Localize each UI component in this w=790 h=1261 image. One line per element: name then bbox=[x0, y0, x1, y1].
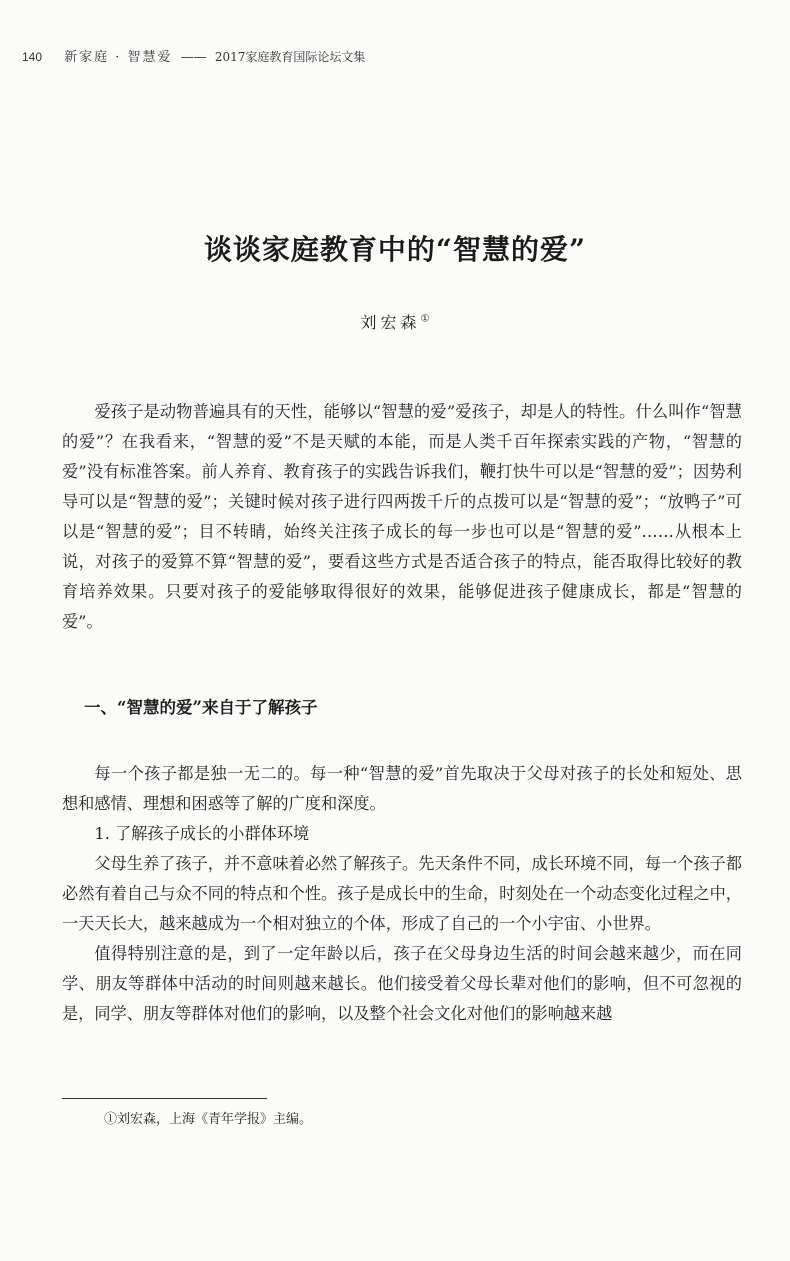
page-number: 140 bbox=[22, 50, 43, 64]
subsection-heading: 1. 了解孩子成长的小群体环境 bbox=[94, 824, 310, 843]
article-title: 谈谈家庭教育中的“智慧的爱” bbox=[203, 233, 587, 266]
author-line bbox=[0, 310, 790, 333]
series-title: 新家庭 · 智慧爱 bbox=[64, 50, 173, 65]
body-paragraph: 值得特别注意的是，到了一定年龄以后，孩子在父母身边生活的时间会越来越少，而在同学、朋友等群体中活动的时间则越来越长。他们接受着父母长辈对他们的影响，但不可忽视的是，同学、朋友等群体对他们的影响，以及整个社会文化对他们的影响越来越 bbox=[62, 944, 742, 1023]
section-body bbox=[62, 759, 742, 1029]
header-dash: —— bbox=[180, 50, 207, 65]
collection-title: 2017家庭教育国际论坛文集 bbox=[214, 50, 366, 64]
footnote-divider bbox=[62, 1098, 267, 1099]
footnote: ①刘宏森，上海《青年学报》主编。 bbox=[104, 1112, 313, 1127]
author-footnote-marker: ① bbox=[420, 313, 430, 325]
section-heading: 一、“智慧的爱”来自于了解孩子 bbox=[84, 698, 318, 717]
body-paragraph: 父母生养了孩子，并不意味着必然了解孩子。先天条件不同，成长环境不同，每一个孩子都必然有着自己与众不同的特点和个性。孩子是成长中的生命，时刻处在一个动态变化过程之中，一天天长大，越来越成为一个相对独立的个体，形成了自己的一个小宇宙、小世界。 bbox=[62, 854, 742, 933]
author-name: 刘宏森 bbox=[360, 313, 421, 332]
body-paragraph: 每一个孩子都是独一无二的。每一种“智慧的爱”首先取决于父母对孩子的长处和短处、思想和感情、理想和困惑等了解的广度和深度。 bbox=[62, 764, 742, 813]
intro-section bbox=[62, 397, 742, 637]
intro-paragraph: 爱孩子是动物普遍具有的天性，能够以“智慧的爱”爱孩子，却是人的特性。什么叫作“智慧的爱”？在我看来，“智慧的爱”不是天赋的本能，而是人类千百年探索实践的产物，“智慧的爱”没有标准答案。前人养育、教育孩子的实践告诉我们，鞭打快牛可以是“智慧的爱”；因势利导可以是“智慧的爱”；关键时候对孩子进行四两拨千斤的点拨可以是“智慧的爱”；“放鸭子”可以是“智慧的爱”；目不转睛，始终关注孩子成长的每一步也可以是“智慧的爱”……从根本上说，对孩子的爱算不算“智慧的爱”，要看这些方式是否适合孩子的特点，能否取得比较好的教育培养效果。只要对孩子的爱能够取得很好的效果，能够促进孩子健康成长，都是“智慧的爱”。 bbox=[62, 402, 742, 631]
running-header bbox=[22, 46, 365, 65]
